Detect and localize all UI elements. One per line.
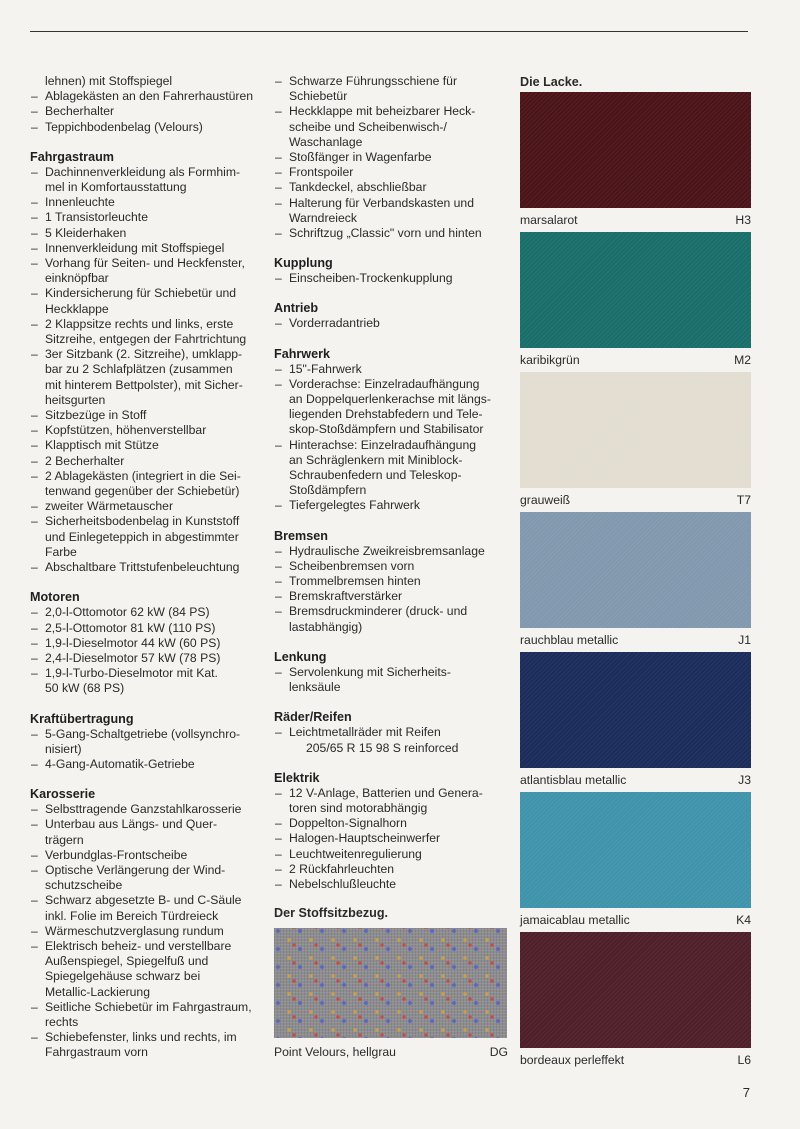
spec-line: lastabhängig) xyxy=(289,619,363,634)
section-title: Karosserie xyxy=(30,787,96,802)
paint-caption xyxy=(520,353,751,367)
paint-code: M2 xyxy=(734,353,751,367)
paint-swatch xyxy=(520,372,751,488)
spec-line: – Elektrisch beheiz- und verstellbare xyxy=(30,939,262,954)
spec-line: – Sicherheitsbodenbelag in Kunststoff xyxy=(30,514,262,529)
spec-line: – 2 Becherhalter xyxy=(30,454,262,469)
section-title: Kraftübertragung xyxy=(30,711,134,726)
spec-line: Stoßdämpfern xyxy=(289,483,367,498)
spec-line: – Tankdeckel, abschließbar xyxy=(274,180,508,195)
spec-line: mit hinterem Bettpolster), mit Sicher- xyxy=(45,377,243,392)
spec-list xyxy=(274,786,508,892)
spec-line: – Abschaltbare Trittstufenbeleuchtung xyxy=(30,560,262,575)
page-number: 7 xyxy=(742,1085,750,1100)
paint-name: grauweiß xyxy=(520,493,571,507)
fabric-name: Point Velours, hellgrau xyxy=(274,1045,396,1060)
spec-line: – Vorhang für Seiten- und Heckfenster, xyxy=(30,256,262,271)
fabric-swatch xyxy=(274,928,507,1038)
paint-caption xyxy=(520,213,751,227)
paint-code: L6 xyxy=(737,1053,751,1067)
spec-line: Metallic-Lackierung xyxy=(45,984,150,999)
section-title: Fahrgastraum xyxy=(30,149,114,164)
spec-line: Fahrgastraum vorn xyxy=(45,1045,148,1060)
fabric-caption xyxy=(274,1045,508,1060)
spec-list xyxy=(274,665,508,695)
fabric-section xyxy=(274,906,508,1060)
spec-line: – Selbsttragende Ganzstahlkarosserie xyxy=(30,802,262,817)
paint-caption xyxy=(520,913,751,927)
spec-list xyxy=(30,74,262,135)
spec-line: Außenspiegel, Spiegelfuß und xyxy=(45,954,209,969)
spec-line: einknöpfbar xyxy=(45,271,109,286)
spec-line: – Tiefergelegtes Fahrwerk xyxy=(274,498,508,513)
spec-line: – Dachinnenverkleidung als Formhim- xyxy=(30,165,262,180)
spec-line: – Leuchtweitenregulierung xyxy=(274,847,508,862)
spec-line: – Hinterachse: Einzelradaufhängung xyxy=(274,438,508,453)
paint-code: T7 xyxy=(736,493,751,507)
spec-list xyxy=(274,316,508,331)
spec-line: an Schräglenkern mit Miniblock- xyxy=(289,452,463,467)
spec-line: – 1,9-l-Dieselmotor 44 kW (60 PS) xyxy=(30,636,262,651)
paint-caption xyxy=(520,1053,751,1067)
section-title: Lenkung xyxy=(274,649,327,664)
spec-line: nisiert) xyxy=(45,741,82,756)
spec-list xyxy=(274,74,508,241)
spec-line: – Ablagekästen an den Fahrerhaustüren xyxy=(30,89,262,104)
paint-colors-header xyxy=(520,74,751,92)
spec-line: 50 kW (68 PS) xyxy=(45,681,125,696)
spec-list xyxy=(274,362,508,514)
paint-swatch xyxy=(520,792,751,908)
spec-line: – Schiebefenster, links und rechts, im xyxy=(30,1030,262,1045)
spec-line: – Kopfstützen, höhenverstellbar xyxy=(30,423,262,438)
spec-line: – Halogen-Hauptscheinwerfer xyxy=(274,831,508,846)
spec-line: trägern xyxy=(45,832,84,847)
spec-line: an Doppelquerlenkerachse mit längs- xyxy=(289,392,491,407)
paint-color-item xyxy=(520,232,751,367)
paint-name: jamaicablau metallic xyxy=(520,913,630,927)
paint-name: atlantisblau metallic xyxy=(520,773,627,787)
spec-line: – 5 Kleiderhaken xyxy=(30,226,262,241)
spec-line: – Halterung für Verbandskasten und xyxy=(274,196,508,211)
spec-line: – Becherhalter xyxy=(30,104,262,119)
spec-section xyxy=(274,74,508,241)
spec-line: – zweiter Wärmetauscher xyxy=(30,499,262,514)
paint-swatch xyxy=(520,92,751,208)
spec-line: – Servolenkung mit Sicherheits- xyxy=(274,665,508,680)
spec-line: 205/65 R 15 98 S reinforced xyxy=(306,740,459,755)
spec-line: – Schriftzug „Classic" vorn und hinten xyxy=(274,226,508,241)
spec-line: – Klapptisch mit Stütze xyxy=(30,438,262,453)
spec-line: Spiegelgehäuse schwarz bei xyxy=(45,969,201,984)
spec-line: bar zu 2 Schlafplätzen (zusammen xyxy=(45,362,233,377)
paint-swatch xyxy=(520,932,751,1048)
spec-section xyxy=(30,149,262,575)
spec-line: – Innenleuchte xyxy=(30,195,262,210)
spec-line: – 15"-Fahrwerk xyxy=(274,362,508,377)
spec-line: – Wärmeschutzverglasung rundum xyxy=(30,924,262,939)
section-title: Bremsen xyxy=(274,528,328,543)
section-title: Kupplung xyxy=(274,256,333,271)
paint-colors-title: Die Lacke. xyxy=(520,75,583,89)
spec-line: – 4-Gang-Automatik-Getriebe xyxy=(30,757,262,772)
paint-name: bordeaux perleffekt xyxy=(520,1053,625,1067)
paint-name: marsalarot xyxy=(520,213,578,227)
spec-line: rechts xyxy=(45,1014,79,1029)
paint-color-item xyxy=(520,92,751,227)
spec-line: scheibe und Scheibenwisch-/ xyxy=(289,119,447,134)
spec-line: Waschanlage xyxy=(289,134,363,149)
section-title: Antrieb xyxy=(274,301,319,316)
paint-color-item xyxy=(520,372,751,507)
spec-line: – Hydraulische Zweikreisbremsanlage xyxy=(274,544,508,559)
paint-swatch xyxy=(520,232,751,348)
spec-line: lenksäule xyxy=(289,680,341,695)
spec-line: – Optische Verlängerung der Wind- xyxy=(30,863,262,878)
spec-section xyxy=(274,528,508,635)
spec-line: – Frontspoiler xyxy=(274,165,508,180)
spec-line: heitsgurten xyxy=(45,392,106,407)
spec-line: – Teppichbodenbelag (Velours) xyxy=(30,120,262,135)
spec-section xyxy=(274,709,508,755)
spec-line: – Schwarz abgesetzte B- und C-Säule xyxy=(30,893,262,908)
spec-line: tenwand gegenüber der Schiebetür) xyxy=(45,484,240,499)
spec-column-left xyxy=(30,74,262,1075)
spec-line: Farbe xyxy=(45,544,77,559)
paint-caption xyxy=(520,633,751,647)
fabric-title: Der Stoffsitzbezug. xyxy=(274,906,389,921)
spec-line: – Leichtmetallräder mit Reifen xyxy=(274,725,508,740)
spec-line: – Verbundglas-Frontscheibe xyxy=(30,848,262,863)
spec-line: – Scheibenbremsen vorn xyxy=(274,559,508,574)
spec-line: – 1,9-l-Turbo-Dieselmotor mit Kat. xyxy=(30,666,262,681)
spec-line: Schraubenfedern und Teleskop- xyxy=(289,468,462,483)
paint-caption xyxy=(520,773,751,787)
spec-line: – Schwarze Führungsschiene für xyxy=(274,74,508,89)
paint-name: karibikgrün xyxy=(520,353,580,367)
fabric-code: DG xyxy=(489,1045,508,1060)
paint-code: K4 xyxy=(736,913,751,927)
paint-name: rauchblau metallic xyxy=(520,633,619,647)
spec-line: Heckklappe xyxy=(45,301,109,316)
spec-line: lehnen) mit Stoffspiegel xyxy=(45,74,173,88)
spec-line: – 2,4-l-Dieselmotor 57 kW (78 PS) xyxy=(30,651,262,666)
spec-list xyxy=(30,165,262,575)
spec-line: – Trommelbremsen hinten xyxy=(274,574,508,589)
spec-line: – Kindersicherung für Schiebetür und xyxy=(30,286,262,301)
spec-section xyxy=(274,649,508,695)
spec-line: liegenden Drehstabfedern und Tele- xyxy=(289,407,483,422)
spec-line: – 2 Rückfahrleuchten xyxy=(274,862,508,877)
spec-line: – Stoßfänger in Wagenfarbe xyxy=(274,150,508,165)
top-rule xyxy=(30,31,748,32)
paint-caption xyxy=(520,493,751,507)
spec-section xyxy=(274,346,508,514)
section-title: Elektrik xyxy=(274,770,320,785)
section-title: Motoren xyxy=(30,590,80,605)
spec-section xyxy=(30,711,262,773)
spec-line: – Vorderachse: Einzelradaufhängung xyxy=(274,377,508,392)
spec-line: Schiebetür xyxy=(289,89,348,104)
spec-line: Sitzreihe, entgegen der Fahrtrichtung xyxy=(45,332,247,347)
spec-line: – 2 Ablagekästen (integriert in die Sei- xyxy=(30,469,262,484)
spec-section xyxy=(274,255,508,286)
paint-swatch xyxy=(520,512,751,628)
paint-color-item xyxy=(520,932,751,1067)
paint-color-item xyxy=(520,792,751,927)
spec-line: toren sind motorabhängig xyxy=(289,800,428,815)
spec-line: – Nebelschlußleuchte xyxy=(274,877,508,892)
spec-line: mel in Komfortausstattung xyxy=(45,180,187,195)
spec-section xyxy=(274,770,508,892)
paint-code: H3 xyxy=(735,213,751,227)
spec-line: – Sitzbezüge in Stoff xyxy=(30,408,262,423)
spec-line: inkl. Folie im Bereich Türdreieck xyxy=(45,908,219,923)
paint-color-item xyxy=(520,652,751,787)
spec-list xyxy=(274,544,508,635)
spec-line: – 12 V-Anlage, Batterien und Genera- xyxy=(274,786,508,801)
spec-line: – 2,0-l-Ottomotor 62 kW (84 PS) xyxy=(30,605,262,620)
spec-line: – Einscheiben-Trockenkupplung xyxy=(274,271,508,286)
spec-list xyxy=(30,802,262,1060)
spec-list xyxy=(30,727,262,773)
spec-line: – Innenverkleidung mit Stoffspiegel xyxy=(30,241,262,256)
paint-code: J3 xyxy=(738,773,751,787)
spec-line: – Bremskraftverstärker xyxy=(274,589,508,604)
spec-list xyxy=(274,725,508,755)
spec-line: schutzscheibe xyxy=(45,878,123,893)
spec-line: – 2,5-l-Ottomotor 81 kW (110 PS) xyxy=(30,621,262,636)
spec-list xyxy=(30,605,262,696)
paint-swatch xyxy=(520,652,751,768)
spec-line: – Vorderradantrieb xyxy=(274,316,508,331)
spec-section xyxy=(30,74,262,135)
spec-line: – Bremsdruckminderer (druck- und xyxy=(274,604,508,619)
paint-color-item xyxy=(520,512,751,647)
spec-section xyxy=(30,589,262,696)
spec-column-middle xyxy=(274,74,508,1061)
spec-line: – 3er Sitzbank (2. Sitzreihe), umklapp- xyxy=(30,347,262,362)
spec-line: und Einlegeteppich in abgestimmter xyxy=(45,529,239,544)
section-title: Fahrwerk xyxy=(274,346,330,361)
paint-code: J1 xyxy=(738,633,751,647)
spec-list xyxy=(274,271,508,286)
spec-line: – 5-Gang-Schaltgetriebe (vollsynchro- xyxy=(30,727,262,742)
spec-line: – 1 Transistorleuchte xyxy=(30,210,262,225)
spec-line: – Seitliche Schiebetür im Fahrgastraum, xyxy=(30,1000,262,1015)
spec-line: skop-Stoßdämpfern und Stabilisator xyxy=(289,422,484,437)
spec-line: Warndreieck xyxy=(289,210,357,225)
spec-section xyxy=(30,786,262,1060)
spec-line: – 2 Klappsitze rechts und links, erste xyxy=(30,317,262,332)
spec-section xyxy=(274,300,508,331)
spec-line: – Heckklappe mit beheizbarer Heck- xyxy=(274,104,508,119)
section-title: Räder/Reifen xyxy=(274,710,352,725)
spec-line: – Doppelton-Signalhorn xyxy=(274,816,508,831)
spec-line: – Unterbau aus Längs- und Quer- xyxy=(30,817,262,832)
